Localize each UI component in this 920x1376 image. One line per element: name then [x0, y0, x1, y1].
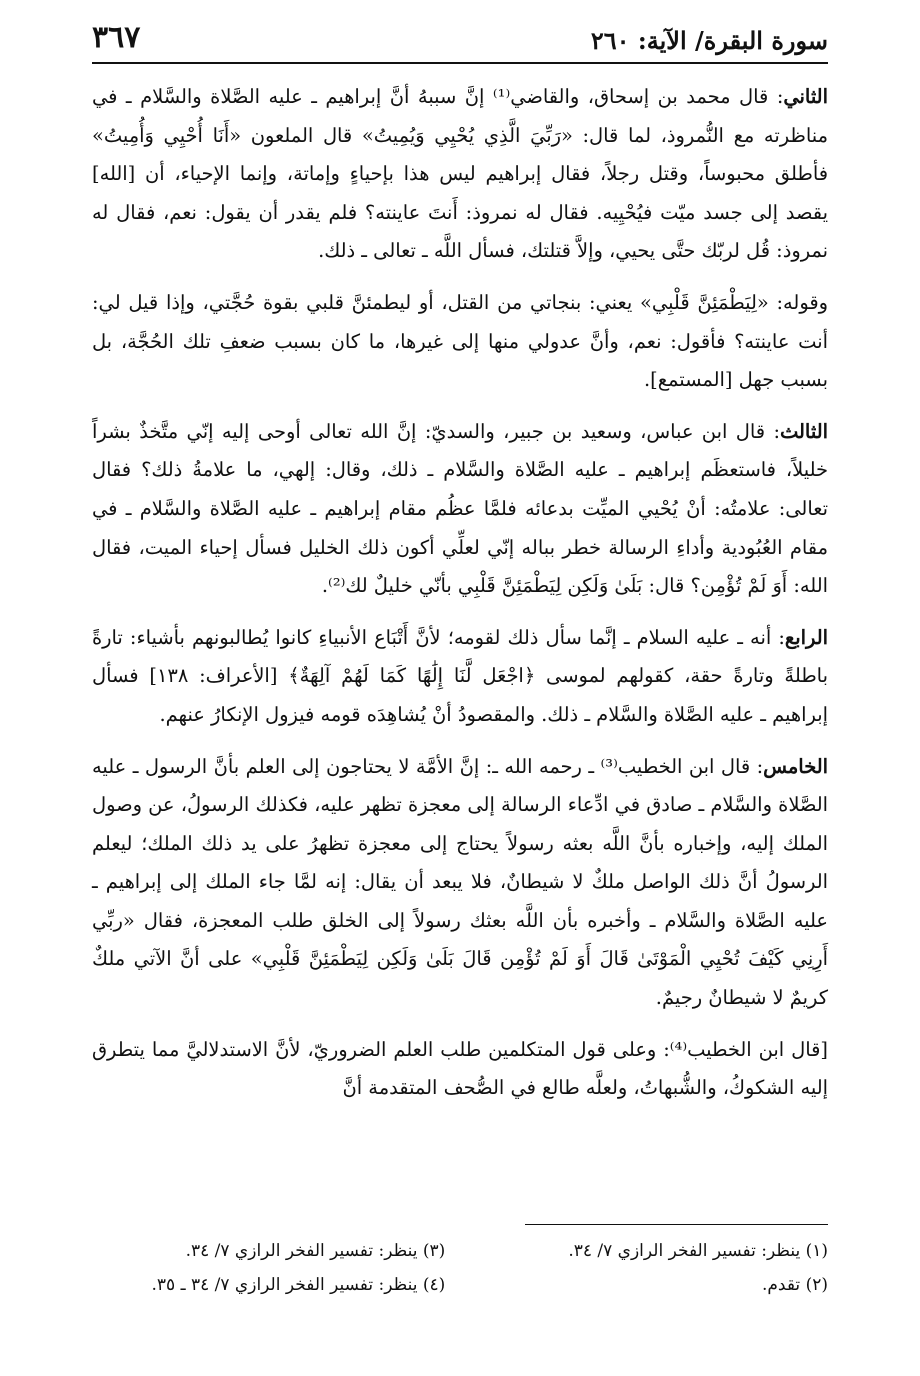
footnote-4: (٤) ينظر: تفسير الفخر الرازي ٧/ ٣٤ ـ ٣٥.	[151, 1275, 446, 1295]
paragraph-lead: الثاني	[783, 85, 828, 108]
footnote-1: (١) ينظر: تفسير الفخر الرازي ٧/ ٣٤.	[568, 1241, 828, 1261]
footnote-3: (٣) ينظر: تفسير الفخر الرازي ٧/ ٣٤.	[185, 1241, 446, 1261]
paragraph-text: [قال ابن الخطيب⁽⁴⁾: وعلى قول المتكلمين طلب العلم الضروريّ، لأنَّ الاستدلاليَّ مما يتطرق إليه الشكوكُ، والشُّبهاتُ، ولعلَّه طالع في الصُّحف المتقدمة أنَّ	[92, 1037, 828, 1100]
paragraph-fifth-reason	[92, 748, 828, 1018]
paragraph-commentary	[92, 284, 828, 400]
footnotes-left-column	[92, 1234, 445, 1302]
paragraph-text: : قال محمد بن إسحاق، والقاضي⁽¹⁾ إنَّ سببهُ أنَّ إبراهيم ـ عليه الصَّلاة والسَّلام ـ في مناظرته مع النُّمروذ، لما قال: «رَبِّيَ الَّذِي يُحْيِي وَيُمِيتُ» قال الملعون «أَنَا أُحْيِي وَأُمِيتُ» فأطلق محبوساً، وقتل رجلاً، فقال إبراهيم ليس هذا بإحياءٍ وإماتة، وإنما الإحياء، أن [الله] يقصد إلى جسد ميّت فيُحْيِيه. فقال له نمروذ: أَنتَ عاينته؟ فلم يقدر أن يقول: نعم، فقال له نمروذ: قُل لربّك حتَّى يحيي، وإلاَّ قتلتك، فسأل اللَّه ـ تعالى ـ ذلك.	[92, 85, 828, 263]
paragraph-second-reason	[92, 78, 828, 271]
footnote-divider	[525, 1224, 828, 1225]
footnote-2: (٢) تقدم.	[761, 1275, 828, 1295]
running-title: سورة البقرة/ الآية: ٢٦٠	[590, 26, 828, 55]
paragraph-lead: الرابع	[784, 625, 828, 649]
main-text	[92, 78, 828, 1121]
paragraph-fourth-reason	[92, 619, 828, 735]
paragraph-lead: الثالث	[779, 419, 828, 443]
paragraph-text: : قال ابن الخطيب⁽³⁾ ـ رحمه الله ـ: إنَّ الأمَّة لا يحتاجون إلى العلم بأنَّ الرسول ـ عليه الصَّلاة والسَّلام ـ صادق في ادِّعاء الرسالة إلى معجزة تظهر عليه، فكذلك الرسولُ، عن وصول الملك إليه، وإخباره بأنَّ اللَّه بعثه رسولاً يحتاج إلى معجزة تظهرُ على يد ذلك الملك؛ ليعلم الرسولُ أنَّ ذلك الواصل ملكٌ لا شيطانٌ، فلا يبعد أن يقال: إنه لمَّا جاء الملك إلى إبراهيم ـ عليه الصَّلاة والسَّلام ـ وأخبره بأن اللَّه بعثك رسولاً إلى الخلق طلب المعجزة، فقال «ربِّي أَرِنِي كَيْفَ تُحْيِي الْمَوْتَىٰ قَالَ أَوَ لَمْ تُؤْمِن قَالَ بَلَىٰ وَلَكِن لِيَطْمَئِنَّ قَلْبِي» على أنَّ الآتي ملكٌ كريمٌ لا شيطانٌ رجيمٌ.	[92, 754, 828, 1010]
paragraph-text: : أنه ـ عليه السلام ـ إنَّما سأل ذلك لقومه؛ لأنَّ أَتْبَاع الأنبياءِ كانوا يُطالبونهم بأشياء: تارةً باطلةً وتارةً حقة، كقولهم لموسى ﴿اجْعَل لَّنَا إِلَٰهًا كَمَا لَهُمْ آلِهَةٌ﴾ [الأعراف: ١٣٨] فسأل إبراهيم ـ عليه الصَّلاة والسَّلام ـ ذلك. والمقصودُ أنْ يُشاهِدَه قومه فيزول الإنكارُ عنهم.	[92, 625, 828, 726]
paragraph-text: : قال ابن عباس، وسعيد بن جبير، والسديّ: إنَّ الله تعالى أوحى إليه إنّي متَّخذٌ بشراً خليلاً، فاستعظَم إبراهيم ـ عليه الصَّلاة والسَّلام ـ ذلك، وقال: إلهي، ما علامةُ ذلك؟ فقال تعالى: علامتُه: أنْ يُحْيي الميِّت بدعائه فلمَّا عظُم مقام إبراهيم ـ عليه الصَّلاة والسَّلام ـ في مقام العُبُودية وأداءِ الرسالة خطر بباله إنّي لعلِّي أكون ذلك الخليل فسأل إحياء الميت، فقال الله: أَوَ لَمْ تُؤْمِن؟ قال: بَلَىٰ وَلَكِن لِيَطْمَئِنَّ قَلْبِي بأنّي خليلٌ لك⁽²⁾.	[92, 419, 828, 598]
page-number: ٣٦٧	[92, 20, 141, 55]
paragraph-text: وقوله: «لِيَطْمَئِنَّ قَلْبِي» يعني: بنجاتي من القتل، أو ليطمئنَّ قلبي بقوة حُجَّتي، وإذا قيل لي: أنت عاينته؟ فأقول: نعم، وأنَّ عدولي منها إلى غيرها، ما كان بسبب ضعفِ تلك الحُجَّة، بل بسبب جهل [المستمع].	[92, 290, 828, 392]
footnotes-right-column	[475, 1234, 828, 1302]
page-header	[92, 18, 828, 64]
paragraph-continuation	[92, 1031, 828, 1108]
paragraph-third-reason	[92, 413, 828, 606]
paragraph-lead: الخامس	[763, 754, 828, 778]
